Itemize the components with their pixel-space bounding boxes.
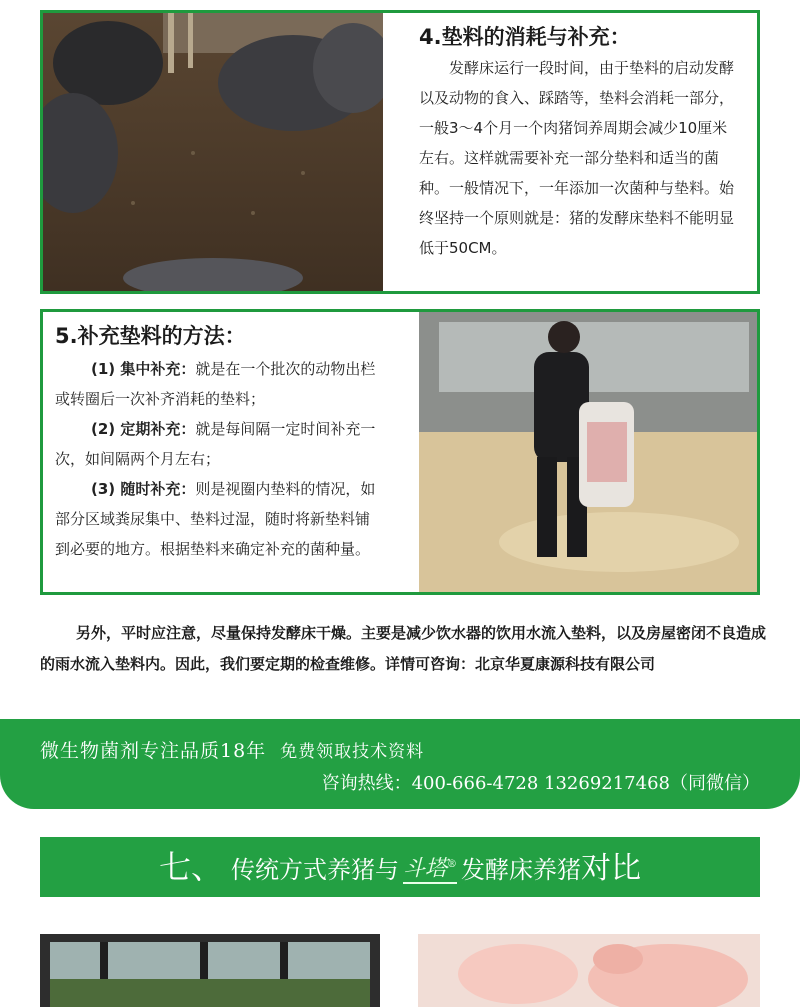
section7-mid: 发酵床养猪	[461, 856, 582, 884]
section5-item-2-text: 就是每间隔一定时间补充一次，如间隔两个月左右；	[55, 420, 376, 468]
section5-item-1	[55, 354, 383, 414]
banner-slogan: 微生物菌剂专注品质18年	[40, 740, 267, 762]
maintenance-note-text: 另外，平时应注意，尽量保持发酵床干燥。主要是减少饮水器的饮用水流入垫料，以及房屋密闭不良造成的雨水流入垫料内。因此，我们要定期的检查维修。详情可咨询：北京华夏康源科技有限公司	[40, 624, 767, 673]
banner-hotline: 咨询热线：400-666-4728 13269217468（同微信）	[321, 773, 760, 794]
contact-banner	[0, 719, 800, 809]
section4-photo	[43, 13, 383, 291]
barn-image	[40, 934, 380, 1007]
worker-photo-image	[419, 312, 757, 592]
brand-logo	[403, 852, 457, 884]
banner-free-info: 免费领取技术资料	[280, 742, 425, 762]
section4-title: 4.垫料的消耗与补充：	[419, 25, 631, 49]
pink-pigs-image	[418, 934, 760, 1007]
maintenance-note	[40, 618, 768, 680]
section7-header	[40, 837, 760, 897]
section5-item-3-label: (3) 随时补充：	[91, 480, 196, 498]
section5-title: 5.补充垫料的方法：	[55, 324, 246, 348]
brand-name: 斗塔	[403, 856, 448, 881]
registered-mark: ®	[447, 858, 458, 870]
section5-item-1-label: (1) 集中补充：	[91, 360, 196, 378]
section5-item-2-label: (2) 定期补充：	[91, 420, 196, 438]
section5-photo	[419, 312, 757, 592]
section4-body-text: 发酵床运行一段时间，由于垫料的启动发酵以及动物的食入、踩踏等，垫料会消耗一部分，一般3～4个月一个肉猪饲养周期会减少10厘米左右。这样就需要补充一部分垫料和适当的菌种。一般情况下，一年添加一次菌种与垫料。始终坚持一个原则就是：猪的发酵床垫料不能明显低于50CM。	[419, 59, 735, 257]
section5-item-2	[55, 414, 383, 474]
section5-card	[40, 309, 760, 595]
section5-item-3	[55, 474, 383, 564]
section5-list	[55, 354, 383, 564]
section4-body	[419, 53, 739, 263]
traditional-barn-photo	[40, 934, 380, 1007]
pigs-photo-image	[43, 13, 383, 291]
section5-item-1-text: 就是在一个批次的动物出栏或转圈后一次补齐消耗的垫料；	[55, 360, 376, 408]
section4-card	[40, 10, 760, 294]
section5-item-3-text: 则是视圈内垫料的情况，如部分区域粪尿集中、垫料过湿，随时将新垫料铺到必要的地方。根据垫料来确定补充的菌种量。	[55, 480, 376, 558]
section7-number: 七、	[158, 848, 223, 886]
fermentation-pigs-photo	[418, 934, 760, 1007]
section7-pre: 传统方式养猪与	[231, 856, 399, 884]
section7-big: 对比	[581, 851, 642, 886]
banner-line1	[40, 736, 424, 763]
